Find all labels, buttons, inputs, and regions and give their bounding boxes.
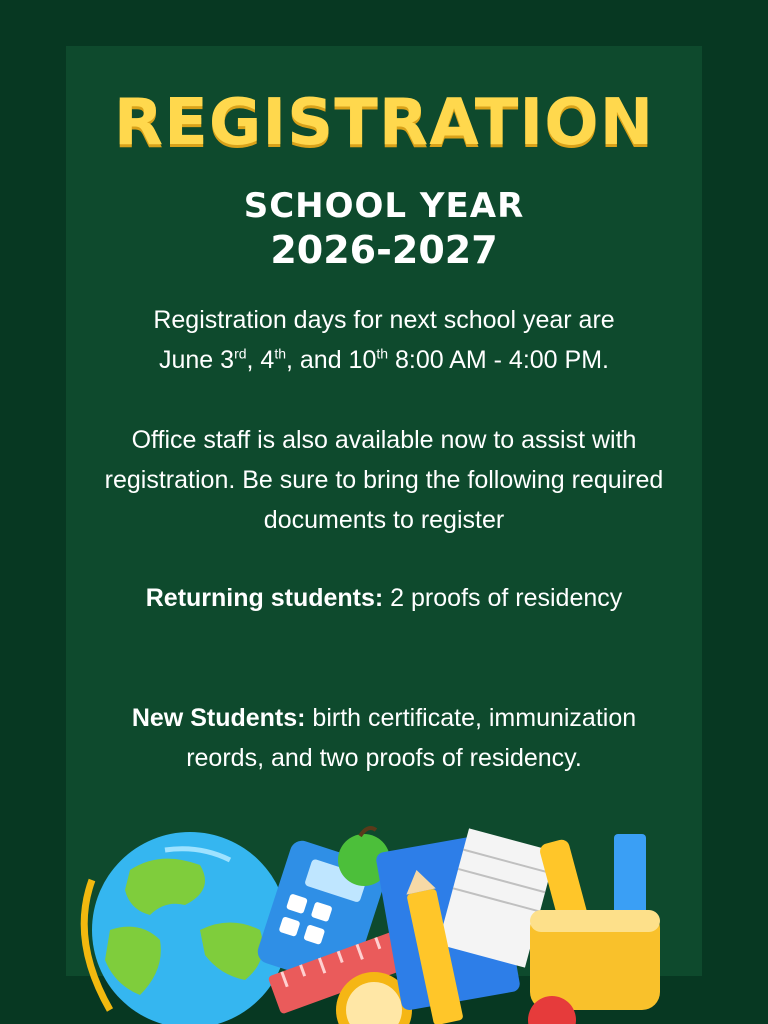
school-year-range: 2026-2027: [270, 228, 498, 272]
date-suffix: th: [274, 345, 286, 362]
date-4: , 4: [246, 346, 275, 374]
school-year-label: SCHOOL YEAR: [243, 186, 525, 226]
office-staff-text: Office staff is also available now to assist with registration. Be sure to bring the following required documents to register: [104, 426, 664, 534]
date-suffix: rd: [234, 345, 247, 362]
school-year-heading: [0, 184, 768, 272]
registration-hours: 8:00 AM - 4:00 PM.: [388, 346, 609, 374]
date-10: , and 10: [286, 346, 377, 374]
date-june-3: June 3: [159, 346, 235, 374]
new-students-text: [96, 698, 672, 778]
returning-students-requirements: 2 proofs of residency: [383, 584, 623, 612]
registration-days-text: [96, 300, 672, 380]
globe-icon: [84, 832, 288, 1024]
notebook-icon: [375, 828, 556, 1011]
returning-students-label: Returning students:: [145, 584, 384, 612]
new-students-requirements: birth certificate, immunization reords, and two proofs of residency.: [186, 704, 637, 772]
school-supplies-illustration: [0, 820, 768, 1024]
pencil-cup-icon: [528, 834, 660, 1024]
date-suffix: th: [376, 345, 389, 362]
registration-intro: Registration days for next school year are: [153, 306, 615, 334]
new-students-label: New Students:: [131, 704, 306, 732]
returning-students-text: [96, 578, 672, 618]
page-title: REGISTRATION: [113, 86, 655, 160]
